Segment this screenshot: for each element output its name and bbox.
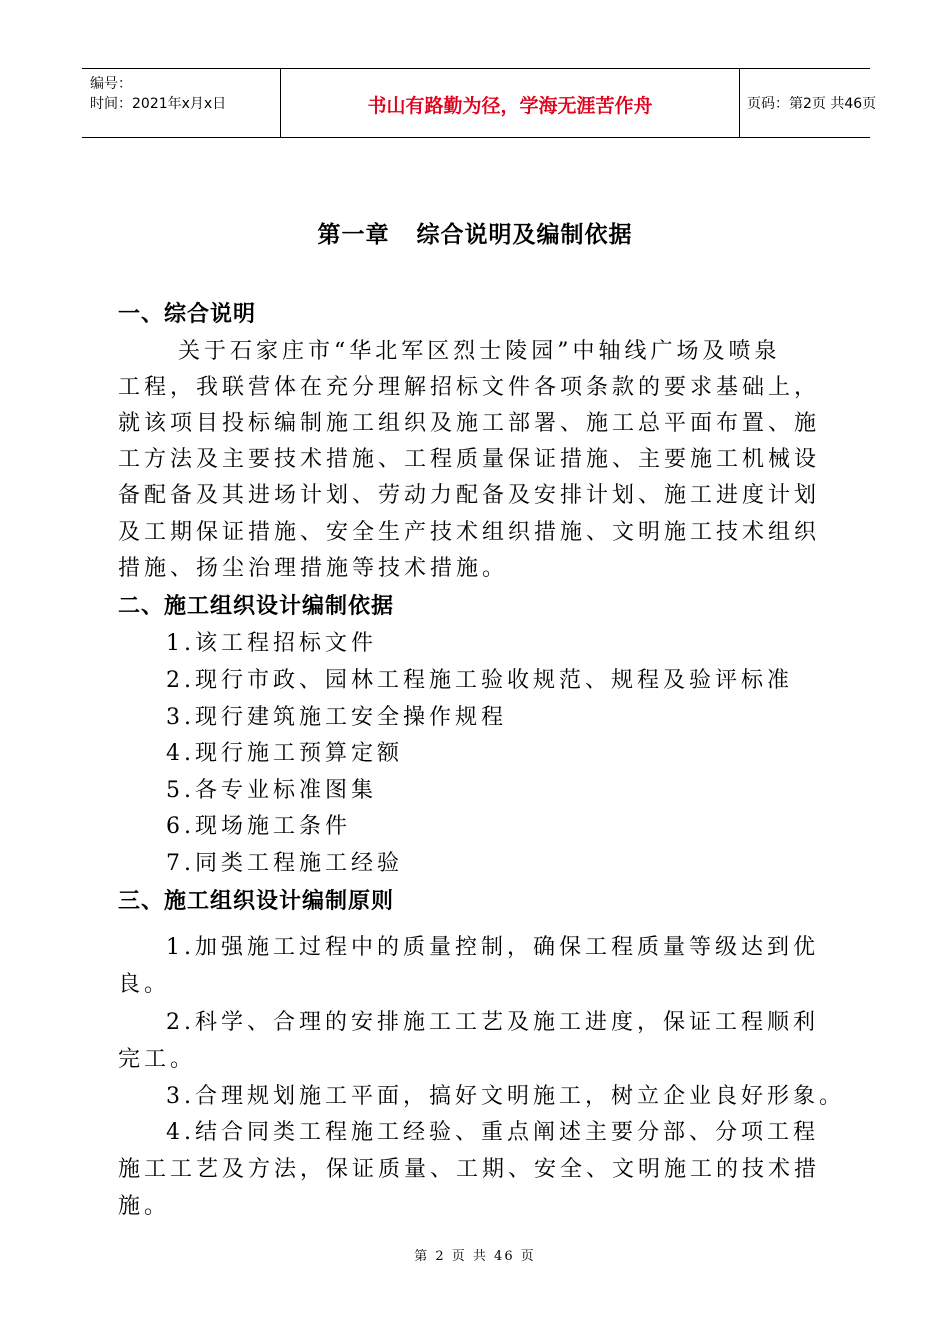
principle-line: 3.合理规划施工平面，搞好文明施工，树立企业良好形象。: [166, 1084, 845, 1109]
header-page-label: 页码：第2页 共46页: [747, 96, 877, 112]
page-footer: 第 2 页 共 46 页: [414, 1249, 536, 1264]
list-item: 4.现行施工预算定额: [166, 741, 403, 766]
document-code-label: 编号：: [90, 76, 132, 92]
paragraph-line: 就该项目投标编制施工组织及施工部署、施工总平面布置、施: [118, 411, 821, 436]
principle-line: 4.结合同类工程施工经验、重点阐述主要分部、分项工程: [166, 1120, 819, 1145]
paragraph-line: 工方法及主要技术措施、工程质量保证措施、主要施工机械设: [118, 447, 821, 472]
principle-line: 施。: [118, 1194, 171, 1219]
paragraph-line: 备配备及其进场计划、劳动力配备及安排计划、施工进度计划: [118, 483, 821, 508]
header-motto: 书山有路勤为径，学海无涯苦作舟: [367, 95, 653, 117]
paragraph-line: 关于石家庄市“华北军区烈士陵园”中轴线广场及喷泉: [178, 339, 781, 364]
paragraph-line: 措施、扬尘治理措施等技术措施。: [118, 556, 509, 581]
section-heading-2: 二、施工组织设计编制依据: [118, 594, 395, 619]
paragraph-line: 工程，我联营体在充分理解招标文件各项条款的要求基础上，: [118, 375, 821, 400]
section-heading-1: 一、综合说明: [118, 302, 257, 327]
chapter-title: 第一章 综合说明及编制依据: [317, 222, 633, 248]
header-motto-cell: [280, 69, 740, 137]
document-time-label: 时间：2021年x月x日: [90, 96, 227, 112]
list-item: 7.同类工程施工经验: [166, 851, 403, 876]
list-item: 2.现行市政、园林工程施工验收规范、规程及验评标准: [166, 668, 793, 693]
principle-line: 1.加强施工过程中的质量控制，确保工程质量等级达到优: [166, 935, 819, 960]
header-page-cell: [739, 69, 877, 137]
list-item: 6.现场施工条件: [166, 814, 351, 839]
list-item: 1.该工程招标文件: [166, 631, 377, 656]
principle-line: 良。: [118, 972, 171, 997]
section-heading-3: 三、施工组织设计编制原则: [118, 889, 395, 914]
paragraph-line: 及工期保证措施、安全生产技术组织措施、文明施工技术组织: [118, 520, 821, 545]
principle-line: 2.科学、合理的安排施工工艺及施工进度，保证工程顺利: [166, 1010, 819, 1035]
header-table: [82, 68, 877, 138]
principle-line: 施工工艺及方法，保证质量、工期、安全、文明施工的技术措: [118, 1157, 821, 1182]
list-item: 3.现行建筑施工安全操作规程: [166, 705, 507, 730]
principle-line: 完工。: [118, 1047, 197, 1072]
header-info-cell: [82, 69, 280, 137]
list-item: 5.各专业标准图集: [166, 778, 377, 803]
